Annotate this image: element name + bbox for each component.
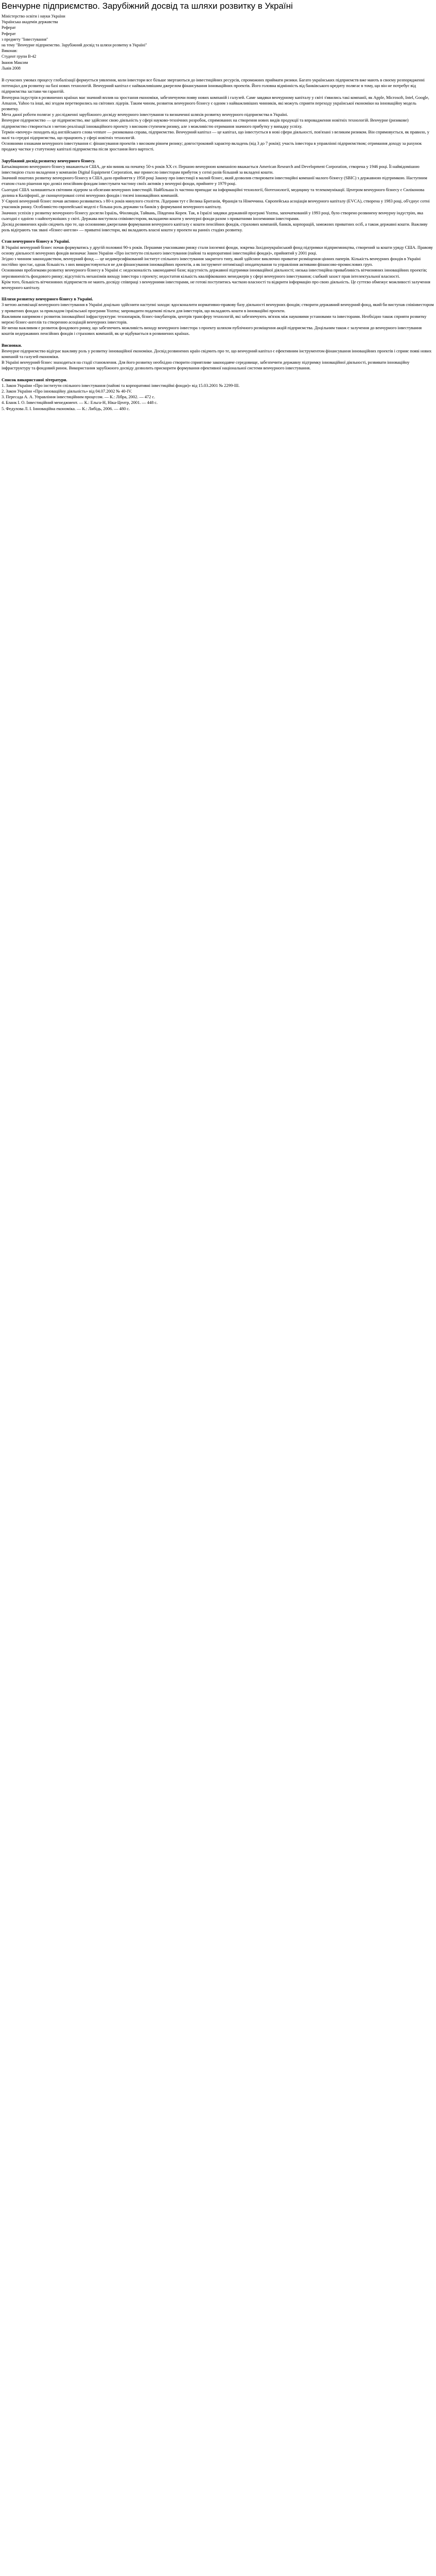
body-paragraph: 2. Закон України «Про інноваційну діяльність» від 04.07.2002 № 40-IV. <box>2 388 132 394</box>
section-heading: Список використаної літератури. <box>2 377 67 382</box>
body-paragraph: 1. Закон України «Про інститути спільного інвестування (пайові та корпоративні інвестиційні фонди)» від 15.03.2001 № 2299-III. <box>2 382 240 388</box>
body-paragraph: Основними проблемами розвитку венчурного бізнесу в Україні є: недосконалість законодавчої бази; відсутність державної підтримки інноваційної діяльності; низька інвестиційна привабливість вітчизняних інноваційних проектів; нерозвиненість фондового ринку; відсутність механізмів виходу інвестора з проекту; недостатня кількість кваліфікованих менеджерів у сфері венчурного інвестування; слабкий захист прав інтелектуальної власності. <box>2 267 427 279</box>
body-paragraph: Венчурне підприємство — це підприємство, яке здійснює свою діяльність у сфері науково-технічних розробок, спрямованих на створення нових видів продукції та впровадження новітніх технологій. Венчурне (ризикове) підприємство створюється з метою реалізації інноваційного проекту з високим ступенем ризику, але з можливістю отримання значного прибутку у випадку успіху. <box>2 117 409 129</box>
section-heading: Стан венчурного бізнесу в Україні. <box>2 239 70 244</box>
body-paragraph: 4. Бланк І. О. Інвестиційний менеджмент. — К.: Ельга-Н, Ніка-Центр, 2001. — 448 с. <box>2 400 158 405</box>
document-body <box>2 77 434 412</box>
meta-line-city-year: Львів 2008 <box>2 65 21 71</box>
title-page-block <box>2 13 434 71</box>
document-title: Венчурне підприємство. Зарубіжний досвід та шляхи розвитку в Україні <box>2 1 293 11</box>
meta-line-performed-by: Виконав: <box>2 48 18 54</box>
body-paragraph: Досвід розвинених країн свідчить про те, що основними джерелами формування венчурного капіталу є кошти пенсійних фондів, страхових компаній, банків, корпорацій, заможних приватних осіб, а також державні кошти. Важливу роль відіграють так звані «бізнес-ангели» — приватні інвестори, які вкладають власні кошти у проекти на ранніх стадіях розвитку. <box>2 221 428 233</box>
meta-line-ministry: Міністерство освіти і науки України <box>2 14 65 19</box>
meta-line-student-group: Студент групи В-42 <box>2 54 37 59</box>
body-paragraph: Важливим напрямом є розвиток інноваційної інфраструктури: технопарків, бізнес-інкубаторів, центрів трансферу технологій, які забезпечують зв'язок між науковими установами та інвесторами. Необхідно також сприяти розвитку мережі бізнес-ангелів та створенню асоціацій венчурних інвесторів. <box>2 313 427 325</box>
body-paragraph: Крім того, більшість вітчизняних підприємств не мають досвіду співпраці з венчурними інвесторами, не готові поступитись часткою власності та відкрити інформацію про свою діяльність. Це суттєво обмежує можливості залучення венчурного капіталу. <box>2 279 430 290</box>
section-heading: Висновки. <box>2 342 22 348</box>
section-heading: Шляхи розвитку венчурного бізнесу в Україні. <box>2 296 93 302</box>
body-paragraph: Батьківщиною венчурного бізнесу вважаються США, де він виник на початку 50-х років XX ст. Першою венчурною компанією вважається American Research and Development Corporation, створена у 1946 році. Її найвідомішою інвестицією стало вкладення у компанію Digital Equipment Corporation, яке принесло інвесторам прибуток у сотні разів більший за вкладені кошти. <box>2 163 420 175</box>
body-paragraph: 3. Пересада А. А. Управління інвестиційним процесом. — К.: Лібра, 2002. — 472 с. <box>2 394 155 400</box>
document-page <box>0 1 436 412</box>
body-paragraph: 5. Федулова Л. І. Інноваційна економіка. — К.: Либідь, 2006. — 480 с. <box>2 405 130 411</box>
meta-line-subject: з предмету "Інвестування" <box>2 37 48 42</box>
meta-line-academy: Українська академія державства <box>2 20 58 25</box>
meta-line-topic: на тему "Венчурне підприємство. Зарубіжний досвід та шляхи розвитку в Україні" <box>2 43 147 48</box>
body-paragraph: Не менш важливим є розвиток фондового ринку, що забезпечить можливість виходу венчурного інвестора з проекту шляхом публічного розміщення акцій підприємства. Доцільним також є залучення до венчурного інвестування коштів недержавних пенсійних фондів і страхових компаній, як це відбувається в розвинених країнах. <box>2 325 422 336</box>
body-paragraph: Мета даної роботи полягає у дослідженні зарубіжного досвіду венчурного інвестування та визначенні шляхів розвитку венчурного підприємства в Україні. <box>2 112 288 117</box>
body-paragraph: В Україні венчурний бізнес почав формуватись у другій половині 90-х років. Першими учасниками ринку стали іноземні фонди, зокрема Західноукраїнський фонд підтримки підприємництва, створений за кошти уряду США. Правову основу діяльності венчурних фондів визначає Закон України «Про інститути спільного інвестування (пайові та корпоративні інвестиційні фонди)», прийнятий у 2001 році. <box>2 244 433 256</box>
body-paragraph: Згідно з чинним законодавством, венчурний фонд — це недиверсифікований інститут спільного інвестування закритого типу, який здійснює виключно приватне розміщення цінних паперів. Кількість венчурних фондів в Україні постійно зростає, однак більшість з них використовуються не для фінансування інноваційних проектів, а як інструмент оптимізації оподаткування та управління активами фінансово-промислових груп. <box>2 256 421 267</box>
meta-line-type-repeat: Реферат <box>2 31 16 36</box>
body-paragraph: Венчурна індустрія в розвинених країнах має значний вплив на зростання економіки, забезпечуючи появу нових компаній і галузей. Саме завдяки венчурному капіталу у світі з'явились такі компанії, як Apple, Microsoft, Intel, Google, Amazon, Yahoo та інші, які згодом перетворились на світових лідерів. Таким чином, розвиток венчурного бізнесу є одним з найважливіших чинників, які можуть сприяти переходу української економіки на інноваційну модель розвитку. <box>2 94 429 112</box>
body-paragraph: В сучасних умовах процесу глобалізації формується уявлення, коли інвестори все більше звертаються до інвестиційних ресурсів, спроможних приймати ризики. Багато українських підприємств вже мають в своєму розпорядженні потенціал для розвитку на базі нових технологій. Венчурний капітал є найважливішим джерелом фінансування інноваційних проектів. Його головна відмінність від банківського кредиту полягає в тому, що він не потребує від підприємства застави чи гарантій. <box>2 77 425 94</box>
body-paragraph: Венчурне підприємство відіграє важливу роль у розвитку інноваційної економіки. Досвід розвинених країн свідчить про те, що венчурний капітал є ефективним інструментом фінансування інноваційних проектів і сприяє появі нових компаній та галузей економіки. <box>2 348 432 359</box>
body-paragraph: Сьогодні США залишаються світовим лідером за обсягами венчурних інвестицій. Найбільша їх частина припадає на інформаційні технології, біотехнології, медицину та телекомунікації. Центром венчурного бізнесу є Силіконова долина в Каліфорнії, де сконцентровані сотні венчурних фондів і тисячі інноваційних компаній. <box>2 187 425 198</box>
section-heading: Зарубіжний досвід розвитку венчурного бізнесу. <box>2 158 96 163</box>
body-paragraph: В Україні венчурний бізнес знаходиться на стадії становлення. Для його розвитку необхідно створити сприятливе законодавче середовище, забезпечити державну підтримку інноваційної діяльності, розвивати інноваційну інфраструктуру та фондовий ринок. Використання зарубіжного досвіду дозволить прискорити формування ефективної національної системи венчурного інвестування. <box>2 360 410 371</box>
body-paragraph: Значних успіхів у розвитку венчурного бізнесу досягли Ізраїль, Фінляндія, Тайвань, Південна Корея. Так, в Ізраїлі завдяки державній програмі Yozma, започаткованій у 1993 році, було створено розвинену венчурну індустрію, яка сьогодні є однією з найпотужніших у світі. Держава виступила співінвестором, вкладаючи кошти у венчурні фонди разом з приватними іноземними інвесторами. <box>2 210 424 221</box>
body-paragraph: Термін «венчур» походить від англійського слова venture — ризикована справа, підприємство. Венчурний капітал — це капітал, що інвестується в нові сфери діяльності, пов'язані з великим ризиком. Він спрямовується, як правило, у малі та середні підприємства, що працюють у сфері новітніх технологій. <box>2 129 429 141</box>
body-paragraph: Значний поштовх розвитку венчурного бізнесу в США дало прийняття у 1958 році Закону про інвестиції в малий бізнес, який дозволив створювати інвестиційні компанії малого бізнесу (SBIC) з державною підтримкою. Наступним етапом стало рішення про дозвіл пенсійним фондам інвестувати частину своїх активів у венчурні фонди, прийняте у 1979 році. <box>2 175 427 187</box>
meta-line-type: Реферат <box>2 25 16 30</box>
body-paragraph: Основними ознаками венчурного інвестування є: фінансування проектів з високим рівнем ризику; довгостроковий характер вкладень (від 3 до 7 років); участь інвестора в управлінні підприємством; отримання доходу за рахунок продажу частки у статутному капіталі підприємства після зростання його вартості. <box>2 141 422 152</box>
body-paragraph: У Європі венчурний бізнес почав активно розвиватись з 80-х років минулого століття. Лідерами тут є Велика Британія, Франція та Німеччина. Європейська асоціація венчурного капіталу (EVCA), створена у 1983 році, об'єднує сотні учасників ринку. Особливістю європейської моделі є більша роль держави та банків у формуванні венчурного капіталу. <box>2 198 430 210</box>
body-paragraph: З метою активізації венчурного інвестування в Україні доцільно здійснити наступні заходи: вдосконалити нормативно-правову базу діяльності венчурних фондів; створити державний венчурний фонд, який би виступав співінвестором у приватних фондах за прикладом ізраїльської програми Yozma; запровадити податкові пільги для інвесторів, що вкладають кошти в інноваційні проекти. <box>2 302 434 313</box>
meta-line-author: Іванов Максим <box>2 60 28 65</box>
